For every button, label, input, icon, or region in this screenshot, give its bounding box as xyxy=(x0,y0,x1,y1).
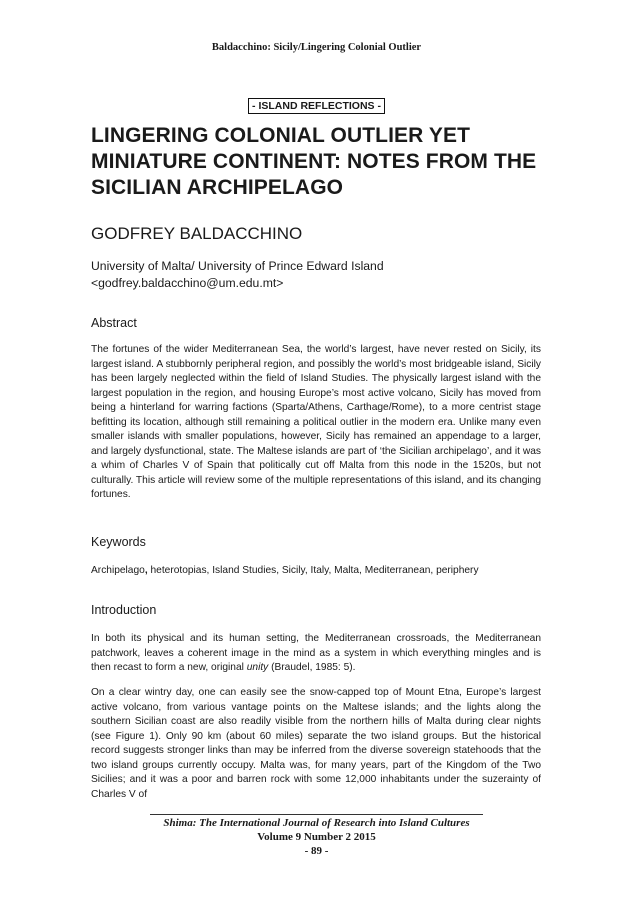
keywords-rest: heterotopias, Island Studies, Sicily, Italy, Malta, Mediterranean, periphery xyxy=(147,565,479,576)
page-footer xyxy=(0,816,633,858)
affiliation: University of Malta/ University of Prince Edward Island xyxy=(91,259,384,273)
introduction-heading: Introduction xyxy=(91,603,157,617)
author-email[interactable]: <godfrey.baldacchino@um.edu.mt> xyxy=(91,276,284,290)
footer-journal: Shima: The International Journal of Research into Island Cultures xyxy=(163,817,470,829)
footer-page-number: - 89 - xyxy=(304,845,329,857)
introduction-paragraph-2: On a clear wintry day, one can easily see the snow-capped top of Mount Etna, Europe’s largest active volcano, from various vantage points on the Maltese islands; and the lights along the southern Sicilian coast are also readily visible from the northern hills of Malta during clear nights (see Figure 1). Only 90 km (about 60 miles) separate the two island groups. But the historical record suggests stronger links than may be inferred from the diverse sovereign statehoods that the two island groups currently occupy. Malta was, for many years, part of the Kingdom of the Two Sicilies; and it was a poor and barren rock with some 12,000 inhabitants under the suzerainty of Charles V of xyxy=(91,687,541,800)
footer-volume: Volume 9 Number 2 2015 xyxy=(257,831,376,843)
introduction-paragraph-1 xyxy=(91,632,541,676)
keywords-list xyxy=(91,564,541,579)
keyword-first: Archipelago xyxy=(91,565,145,576)
article-title: LINGERING COLONIAL OUTLIER YET MINIATURE CONTINENT: NOTES FROM THE SICILIAN ARCHIPELAGO xyxy=(91,124,537,199)
abstract-text: The fortunes of the wider Mediterranean Sea, the world’s largest, have never rested on Sicily, its largest island. A stubbornly peripheral region, and possibly the world’s most bridgeable island, Sicily has been largely neglected within the field of Island Studies. The physically largest island with the largest population in the region, and housing Europe’s most active volcano, Sicily has moved from being a hinterland for warring factions (Sparta/Athens, Carthage/Rome), to a more centrist stage befitting its location, although still remaining a political outlier in the modern era. Unlike many even smaller islands with smaller populations, however, Sicily has remained an appendage to a larger, and largely dysfunctional, state. The Maltese islands are part of ‘the Sicilian archipelago’, and it was a whim of Charles V of Spain that politically cut off Malta from this node in the 1520s, but not culturally. This article will review some of the multiple representations of this island, and its changing fortunes. xyxy=(91,344,541,500)
keywords-heading: Keywords xyxy=(91,535,146,549)
intro-p1-text: In both its physical and its human setting, the Mediterranean crossroads, the Mediterranean patchwork, leaves a coherent image in the mind as a system in which everything mingles and is then recast to form a new, original xyxy=(91,633,541,673)
section-label-text: - ISLAND REFLECTIONS - xyxy=(248,98,385,114)
footer-rule xyxy=(150,814,483,815)
intro-p1-citation: (Braudel, 1985: 5). xyxy=(268,662,356,673)
keyword-separator: , xyxy=(144,565,148,576)
author-name: GODFREY BALDACCHINO xyxy=(91,224,303,243)
running-head: Baldacchino: Sicily/Lingering Colonial Outlier xyxy=(211,42,422,53)
author-affiliation-block xyxy=(91,258,384,292)
abstract-heading: Abstract xyxy=(91,316,137,330)
intro-p1-italic: unity xyxy=(246,662,269,673)
section-label xyxy=(0,96,633,114)
